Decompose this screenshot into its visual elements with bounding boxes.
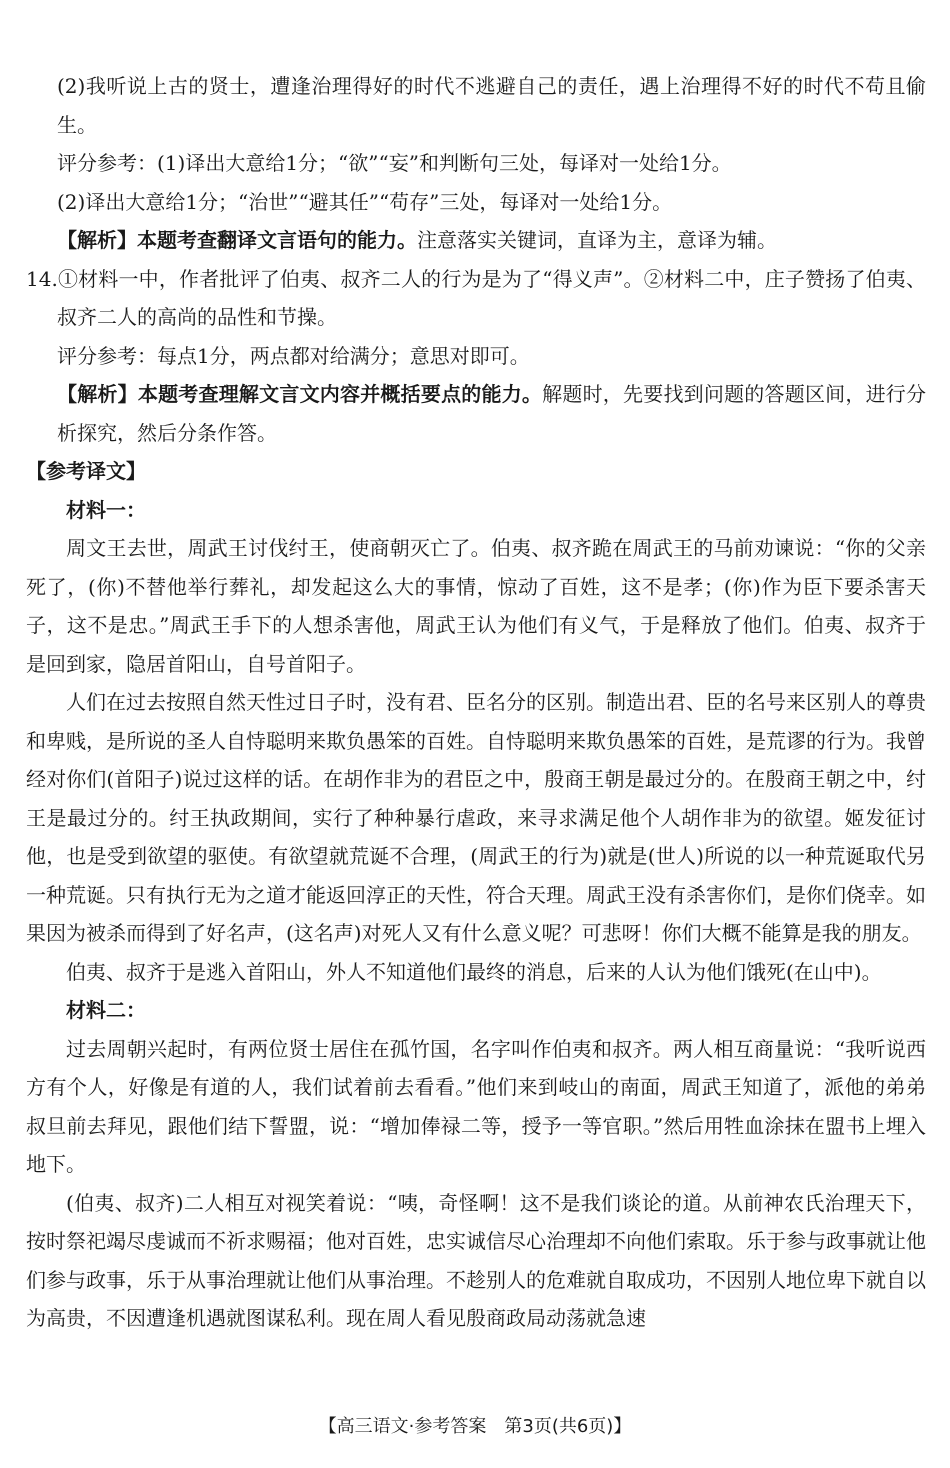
q13-analysis-rest: 注意落实关键词，直译为主，意译为辅。 [417, 228, 777, 252]
material1-paragraph-2: 人们在过去按照自然天性过日子时，没有君、臣名分的区别。制造出君、臣的名号来区别人的尊贵和卑贱，是所说的圣人自恃聪明来欺负愚笨的百姓。自恃聪明来欺负愚笨的百姓，是荒谬的行为。我曾经对你们(首阳子)说过这样的话。在胡作非为的君臣之中，殷商王朝是最过分的。在殷商王朝之中，纣王是最过分的。纣王执政期间，实行了种种暴行虐政，来寻求满足他个人胡作非为的欲望。姬发征讨他，也是受到欲望的驱使。有欲望就荒诞不合理，(周武王的行为)就是(世人)所说的以一种荒诞取代另一种荒诞。只有执行无为之道才能返回淳正的天性，符合天理。周武王没有杀害你们，是你们侥幸。如果因为被杀而得到了好名声，(这名声)对死人又有什么意义呢？可悲呀！你们大概不能算是我的朋友。 [26, 690, 926, 945]
q14-analysis-rest: 解题时，先要找到问题的答题区间，进行分析探究，然后分条作答。 [57, 382, 927, 445]
material2-title: 材料二： [66, 998, 146, 1022]
q14-answer: 14.①材料一中，作者批评了伯夷、叔齐二人的行为是为了“得义声”。②材料二中，庄子赞扬了伯夷、叔齐二人的高尚的品性和节操。 [26, 266, 926, 329]
q13-analysis-bold: 本题考查翻译文言语句的能力。 [137, 228, 417, 252]
material2-paragraph-1: 过去周朝兴起时，有两位贤士居住在孤竹国，名字叫作伯夷和叔齐。两人相互商量说：“我听说西方有个人，好像是有道的人，我们试着前去看看。”他们来到岐山的南面，周武王知道了，派他的弟弟叔旦前去拜见，跟他们结下誓盟，说：“增加俸禄二等，授予一等官职。”然后用牲血涂抹在盟书上埋入地下。 [26, 1036, 926, 1176]
q14-analysis-label: 【解析】 [57, 382, 138, 406]
translation-header: 【参考译文】 [26, 459, 146, 483]
q14-analysis [26, 375, 926, 452]
q13-analysis [26, 221, 926, 260]
q13-scoring-2: (2)译出大意给1分；“治世”“避其任”“苟存”三处，每译对一处给1分。 [57, 189, 673, 214]
q13-scoring-1: 评分参考：(1)译出大意给1分；“欲”“妄”和判断句三处，每译对一处给1分。 [57, 151, 732, 175]
page-footer: 【高三语文·参考答案 第3页(共6页)】 [318, 1416, 632, 1437]
material2-paragraph-2: (伯夷、叔齐)二人相互对视笑着说：“咦，奇怪啊！这不是我们谈论的道。从前神农氏治理天下，按时祭祀竭尽虔诚而不祈求赐福；他对百姓，忠实诚信尽心治理却不向他们索取。乐于参与政事就让他们参与政事，乐于从事治理就让他们从事治理。不趁别人的危难就自取成功，不因别人地位卑下就自以为高贵，不因遭逢机遇就图谋私利。现在周人看见殷商政局动荡就急速 [26, 1190, 926, 1330]
q13-analysis-label: 【解析】 [57, 228, 137, 252]
material1-title: 材料一： [66, 497, 146, 522]
q13-2-answer: (2)我听说上古的贤士，遭逢治理得好的时代不逃避自己的责任，遇上治理得不好的时代不苟且偷生。 [57, 74, 926, 137]
material1-paragraph-1: 周文王去世，周武王讨伐纣王，使商朝灭亡了。伯夷、叔齐跪在周武王的马前劝谏说：“你的父亲死了，(你)不替他举行葬礼，却发起这么大的事情，惊动了百姓，这不是孝；(你)作为臣下要杀害天子，这不是忠。”周武王手下的人想杀害他，周武王认为他们有义气，于是释放了他们。伯夷、叔齐于是回到家，隐居首阳山，自号首阳子。 [26, 536, 926, 676]
q14-scoring: 评分参考：每点1分，两点都对给满分；意思对即可。 [57, 343, 530, 368]
q14-analysis-bold: 本题考查理解文言文内容并概括要点的能力。 [137, 382, 543, 406]
material1-paragraph-3: 伯夷、叔齐于是逃入首阳山，外人不知道他们最终的消息，后来的人认为他们饿死(在山中)。 [66, 959, 882, 984]
